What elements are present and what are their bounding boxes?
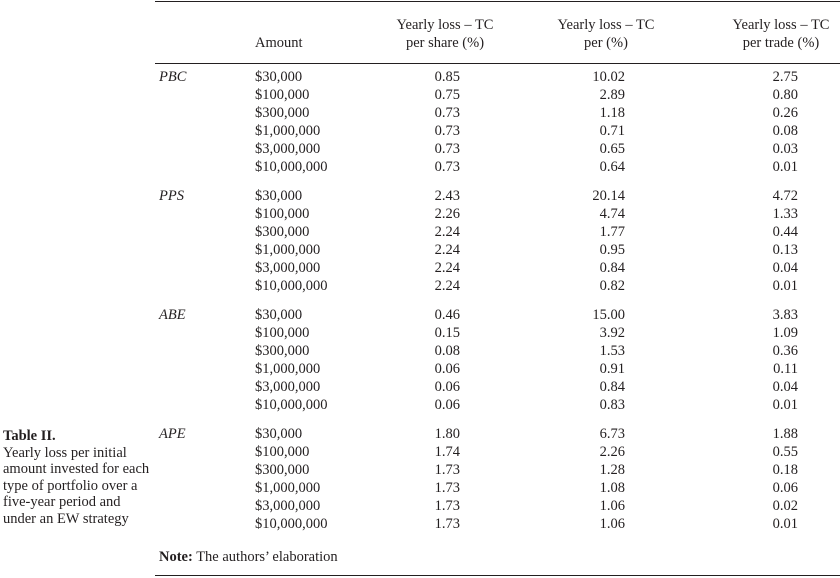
loss-per-cell: 2.89 — [599, 87, 625, 103]
loss-per-trade-cell: 0.01 — [772, 159, 798, 175]
header-amount: Amount — [255, 35, 303, 51]
table-row — [0, 443, 840, 461]
loss-per-share-cell: 0.06 — [434, 379, 460, 395]
loss-per-share-cell: 2.24 — [434, 242, 460, 258]
loss-per-trade-cell: 0.01 — [772, 516, 798, 532]
table-row — [0, 461, 840, 479]
group-name: PPS — [159, 188, 184, 204]
amount-cell: $300,000 — [255, 462, 310, 478]
loss-per-share-cell: 0.08 — [434, 343, 460, 359]
group-name: ABE — [159, 307, 186, 323]
table-row — [0, 324, 840, 342]
table-row — [0, 187, 840, 205]
table-row — [0, 86, 840, 104]
loss-per-trade-cell: 1.88 — [772, 426, 798, 442]
loss-per-trade-cell: 1.09 — [772, 325, 798, 341]
table-row — [0, 479, 840, 497]
amount-cell: $10,000,000 — [255, 278, 328, 294]
loss-per-share-cell: 1.74 — [434, 444, 460, 460]
loss-per-cell: 0.71 — [599, 123, 625, 139]
amount-cell: $10,000,000 — [255, 397, 328, 413]
loss-per-cell: 4.74 — [599, 206, 625, 222]
loss-per-trade-cell: 0.01 — [772, 397, 798, 413]
loss-per-trade-cell: 0.36 — [772, 343, 798, 359]
amount-cell: $300,000 — [255, 343, 310, 359]
table-row — [0, 68, 840, 86]
loss-per-share-cell: 2.24 — [434, 224, 460, 240]
table-row — [0, 306, 840, 324]
loss-per-trade-cell: 0.26 — [772, 105, 798, 121]
loss-per-trade-cell: 0.13 — [772, 242, 798, 258]
loss-per-cell: 1.06 — [599, 498, 625, 514]
table-row — [0, 241, 840, 259]
loss-per-trade-cell: 0.55 — [772, 444, 798, 460]
amount-cell: $3,000,000 — [255, 498, 321, 514]
loss-per-cell: 20.14 — [592, 188, 625, 204]
loss-per-share-cell: 0.73 — [434, 159, 460, 175]
table-row — [0, 205, 840, 223]
table-row — [0, 497, 840, 515]
amount-cell: $30,000 — [255, 307, 303, 323]
table-row — [0, 342, 840, 360]
loss-per-cell: 0.84 — [599, 379, 625, 395]
loss-per-cell: 0.95 — [599, 242, 625, 258]
table-row — [0, 515, 840, 533]
table-row — [0, 378, 840, 396]
loss-per-cell: 0.65 — [599, 141, 625, 157]
loss-per-share-cell: 0.73 — [434, 141, 460, 157]
caption-title: Table II. — [3, 428, 56, 444]
amount-cell: $100,000 — [255, 325, 310, 341]
amount-cell: $100,000 — [255, 87, 310, 103]
bottom-rule — [155, 575, 840, 576]
header-loss-per-share-line2: per share (%) — [405, 35, 485, 51]
note-text: The authors’ elaboration — [192, 549, 338, 565]
amount-cell: $10,000,000 — [255, 159, 328, 175]
table-row — [0, 360, 840, 378]
header-loss-per-share-line1: Yearly loss – TC — [396, 17, 494, 33]
loss-per-cell: 10.02 — [592, 69, 625, 85]
caption-text: Yearly loss per initial amount invested for each type of portfolio over a five-year period and under an EW strategy — [3, 444, 150, 527]
amount-cell: $10,000,000 — [255, 516, 328, 532]
loss-per-cell: 1.53 — [599, 343, 625, 359]
table-row — [0, 122, 840, 140]
amount-cell: $30,000 — [255, 69, 303, 85]
loss-per-cell: 0.83 — [599, 397, 625, 413]
amount-cell: $1,000,000 — [255, 123, 321, 139]
loss-per-trade-cell: 0.06 — [772, 480, 798, 496]
table-row — [0, 277, 840, 295]
loss-per-share-cell: 2.26 — [434, 206, 460, 222]
loss-per-cell: 0.82 — [599, 278, 625, 294]
amount-cell: $300,000 — [255, 224, 310, 240]
amount-cell: $3,000,000 — [255, 141, 321, 157]
header-rule — [155, 63, 840, 64]
table-row — [0, 158, 840, 176]
header-loss-per-trade-line2: per trade (%) — [742, 35, 820, 51]
loss-per-cell: 3.92 — [599, 325, 625, 341]
table-row — [0, 259, 840, 277]
top-rule — [155, 1, 840, 2]
loss-per-cell: 2.26 — [599, 444, 625, 460]
loss-per-trade-cell: 0.18 — [772, 462, 798, 478]
loss-per-trade-cell: 0.80 — [772, 87, 798, 103]
amount-cell: $100,000 — [255, 444, 310, 460]
table-row — [0, 104, 840, 122]
loss-per-trade-cell: 0.04 — [772, 379, 798, 395]
table-row — [0, 396, 840, 414]
header-loss-per-trade-line1: Yearly loss – TC — [732, 17, 830, 33]
loss-per-share-cell: 2.43 — [434, 188, 460, 204]
header-loss-per-trade — [706, 16, 840, 52]
header-loss-per-line2: per (%) — [584, 35, 628, 51]
loss-per-cell: 1.77 — [599, 224, 625, 240]
loss-per-cell: 1.08 — [599, 480, 625, 496]
loss-per-cell: 1.18 — [599, 105, 625, 121]
loss-per-share-cell: 0.15 — [434, 325, 460, 341]
loss-per-share-cell: 2.24 — [434, 260, 460, 276]
amount-cell: $3,000,000 — [255, 260, 321, 276]
loss-per-share-cell: 0.06 — [434, 361, 460, 377]
loss-per-trade-cell: 0.04 — [772, 260, 798, 276]
group-name: APE — [159, 426, 186, 442]
header-loss-per-share — [370, 16, 520, 52]
loss-per-cell: 0.84 — [599, 260, 625, 276]
loss-per-share-cell: 0.46 — [434, 307, 460, 323]
loss-per-share-cell: 0.85 — [434, 69, 460, 85]
loss-per-cell: 6.73 — [599, 426, 625, 442]
amount-cell: $100,000 — [255, 206, 310, 222]
loss-per-share-cell: 0.73 — [434, 105, 460, 121]
amount-cell: $1,000,000 — [255, 242, 321, 258]
loss-per-cell: 15.00 — [592, 307, 625, 323]
amount-cell: $3,000,000 — [255, 379, 321, 395]
amount-cell: $1,000,000 — [255, 480, 321, 496]
group-name: PBC — [159, 69, 187, 85]
table-row — [0, 223, 840, 241]
header-loss-per — [531, 16, 681, 52]
loss-per-trade-cell: 0.01 — [772, 278, 798, 294]
loss-per-share-cell: 0.06 — [434, 397, 460, 413]
table-note — [159, 548, 338, 566]
amount-cell: $30,000 — [255, 426, 303, 442]
loss-per-share-cell: 1.80 — [434, 426, 460, 442]
header-loss-per-line1: Yearly loss – TC — [557, 17, 655, 33]
loss-per-cell: 0.91 — [599, 361, 625, 377]
table-row — [0, 425, 840, 443]
loss-per-trade-cell: 2.75 — [772, 69, 798, 85]
loss-per-trade-cell: 0.44 — [772, 224, 798, 240]
loss-per-share-cell: 2.24 — [434, 278, 460, 294]
loss-per-trade-cell: 0.02 — [772, 498, 798, 514]
loss-per-share-cell: 1.73 — [434, 516, 460, 532]
loss-per-share-cell: 1.73 — [434, 480, 460, 496]
table-row — [0, 140, 840, 158]
amount-cell: $300,000 — [255, 105, 310, 121]
loss-per-cell: 1.28 — [599, 462, 625, 478]
loss-per-trade-cell: 0.11 — [773, 361, 798, 377]
loss-per-trade-cell: 1.33 — [772, 206, 798, 222]
loss-per-cell: 1.06 — [599, 516, 625, 532]
loss-per-share-cell: 1.73 — [434, 498, 460, 514]
loss-per-cell: 0.64 — [599, 159, 625, 175]
amount-cell: $30,000 — [255, 188, 303, 204]
loss-per-share-cell: 0.75 — [434, 87, 460, 103]
loss-per-trade-cell: 3.83 — [772, 307, 798, 323]
note-label: Note: — [159, 549, 193, 565]
amount-cell: $1,000,000 — [255, 361, 321, 377]
loss-per-trade-cell: 4.72 — [772, 188, 798, 204]
loss-per-share-cell: 1.73 — [434, 462, 460, 478]
loss-per-trade-cell: 0.08 — [772, 123, 798, 139]
loss-per-trade-cell: 0.03 — [772, 141, 798, 157]
loss-per-share-cell: 0.73 — [434, 123, 460, 139]
